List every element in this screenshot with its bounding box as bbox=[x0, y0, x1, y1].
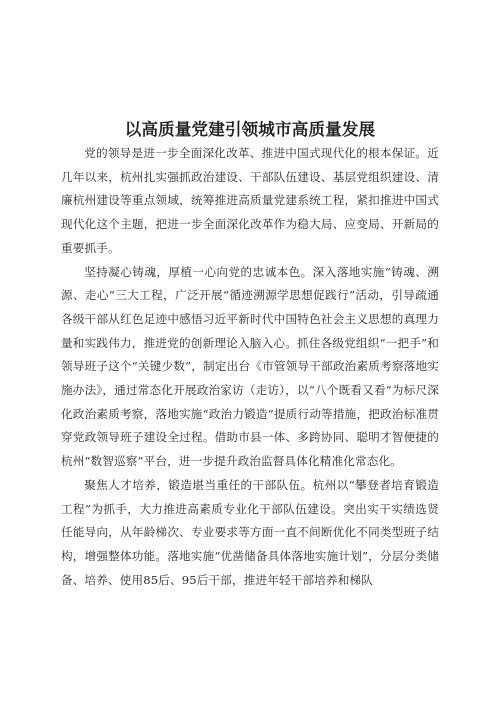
paragraph: 党的领导是进一步全面深化改革、推进中国式现代化的根本保证。近几年以来，杭州扎实强抓政治建设、干部队伍建设、基层党组织建设、清廉杭州建设等重点领域，统筹推进高质量党建系统工程，紧扣推进中国式现代化这个主题，把进一步全面深化改革作为稳大局、应变局、开新局的重要抓手。 bbox=[61, 146, 439, 255]
paragraph: 聚焦人才培养，锻造堪当重任的干部队伍。杭州以“攀登者培育锻造工程”为抓手，大力推进高素质专业化干部队伍建设。突出实干实绩选贤任能导向，从年龄梯次、专业要求等方面一直不间断优化不同类型班子结构，增强整体功能。落地实施“优凿储备具体落地实施计划”，分层分类储备、培养、使用85后、95后干部，推进年轻干部培养和梯队 bbox=[61, 477, 439, 587]
document-title: 以高质量党建引领城市高质量发展 bbox=[124, 120, 376, 139]
paragraph: 坚持凝心铸魂，厚植一心向党的忠诚本色。深入落地实施“铸魂、溯源、走心”三大工程，广泛开展“循迹溯源学思想促践行”活动，引导疏通各级干部从红色足迹中感悟习近平新时代中国特色社会主义思想的真理力量和实践伟力，推进党的创新理论入脑入心。抓住各级党组织“一把手”和领导班子这个“关键少数”，制定出台《市管领导干部政治素质考察落地实施办法》，通过常态化开展政治家访（走访），以“八个既看又看”为标尺深化政治素质考察，落地实施“政治力锻造”提质行动等措施，把政治标准贯穿党政领导班子建设全过程。借助市县一体、多跨协同、聪明才智便捷的杭州“数智巡察”平台，进一步提升政治监督具体化精准化常态化。 bbox=[61, 264, 439, 469]
document-body bbox=[61, 142, 439, 592]
